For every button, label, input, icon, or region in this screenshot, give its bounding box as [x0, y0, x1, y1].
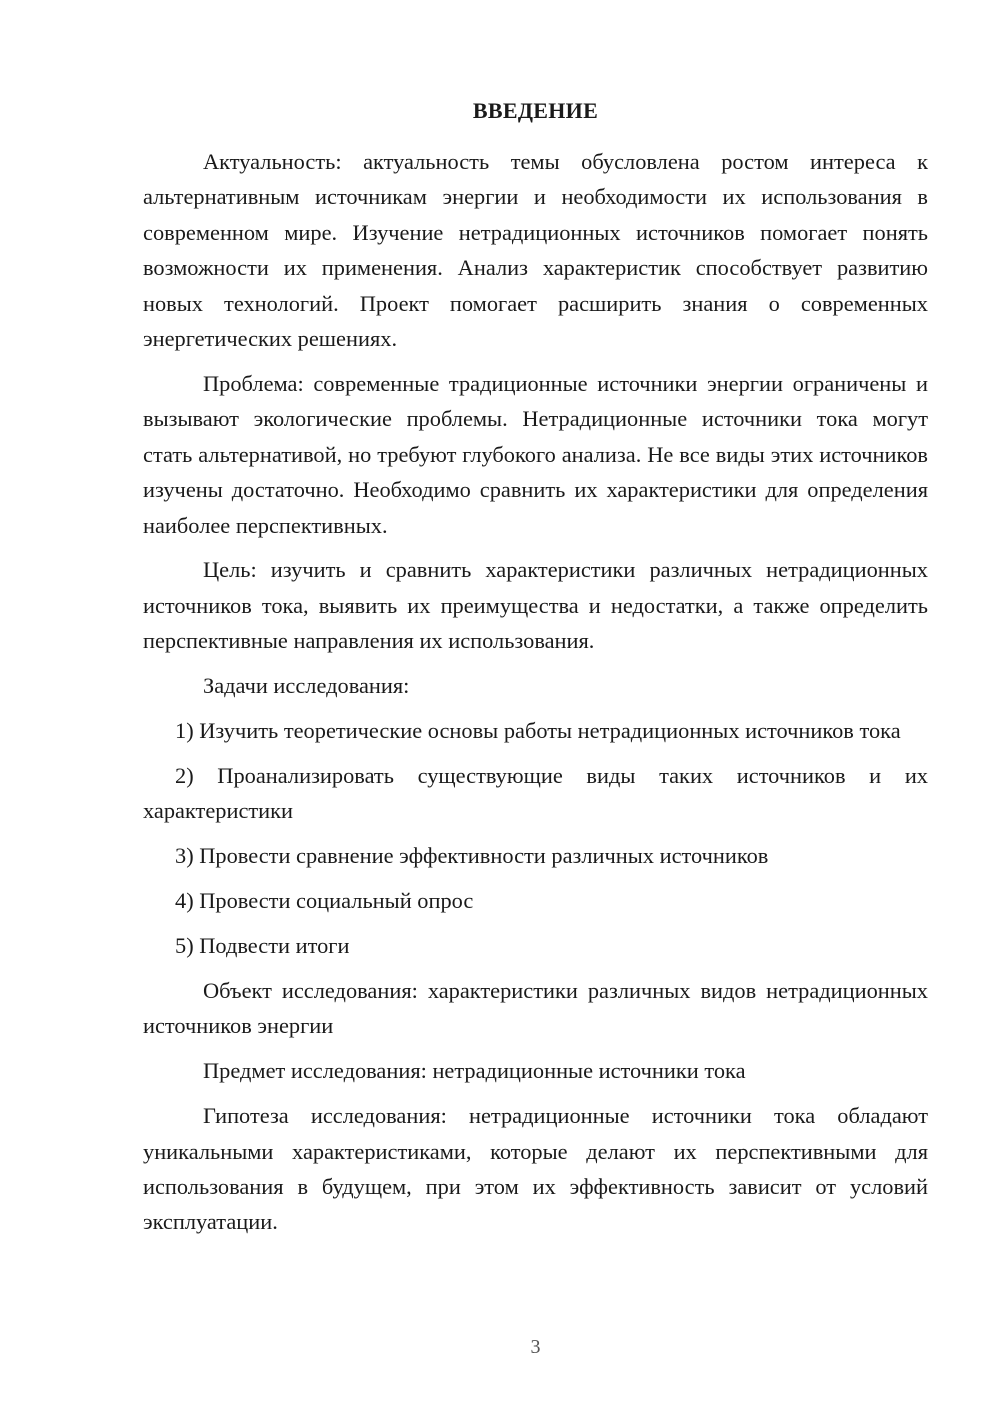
paragraph-hypothesis: Гипотеза исследования: нетрадиционные источники тока обладают уникальными характеристиками, которые делают их перспективными для использования в будущем, при этом их эффективность зависит от условий эксплуатации.: [143, 1103, 928, 1235]
section-title: ВВЕДЕНИЕ: [472, 98, 599, 123]
task-item-3: 3) Провести сравнение эффективности различных источников: [175, 843, 769, 869]
task-item-2: 2) Проанализировать существующие виды таких источников и их характеристики: [143, 763, 928, 824]
document-page: [143, 0, 928, 1414]
paragraph-relevance: Актуальность: актуальность темы обусловлена ростом интереса к альтернативным источникам энергии и необходимости их использования в современном мире. Изучение нетрадиционных источников помогает понять возможности их применения. Анализ характеристик способствует развитию новых технологий. Проект помогает расширить знания о современных энергетических решениях.: [143, 149, 928, 352]
tasks-heading: Задачи исследования:: [203, 673, 410, 699]
paragraph-goal: Цель: изучить и сравнить характеристики различных нетрадиционных источников тока, выявить их преимущества и недостатки, а также определить перспективные направления их использования.: [143, 557, 928, 654]
task-item-1: 1) Изучить теоретические основы работы нетрадиционных источников тока: [175, 718, 901, 744]
task-item-5: 5) Подвести итоги: [175, 933, 350, 959]
document-body: [143, 144, 928, 1249]
paragraph-object: Объект исследования: характеристики различных видов нетрадиционных источников энергии: [143, 978, 928, 1039]
task-item-4: 4) Провести социальный опрос: [175, 888, 474, 914]
paragraph-problem: Проблема: современные традиционные источники энергии ограничены и вызывают экологические проблемы. Нетрадиционные источники тока могут стать альтернативой, но требуют глубокого анализа. Не все виды этих источников изучены достаточно. Необходимо сравнить их характеристики для определения наиболее перспективных.: [143, 370, 928, 538]
paragraph-subject: Предмет исследования: нетрадиционные источники тока: [203, 1058, 746, 1084]
page-number: 3: [530, 1336, 541, 1358]
